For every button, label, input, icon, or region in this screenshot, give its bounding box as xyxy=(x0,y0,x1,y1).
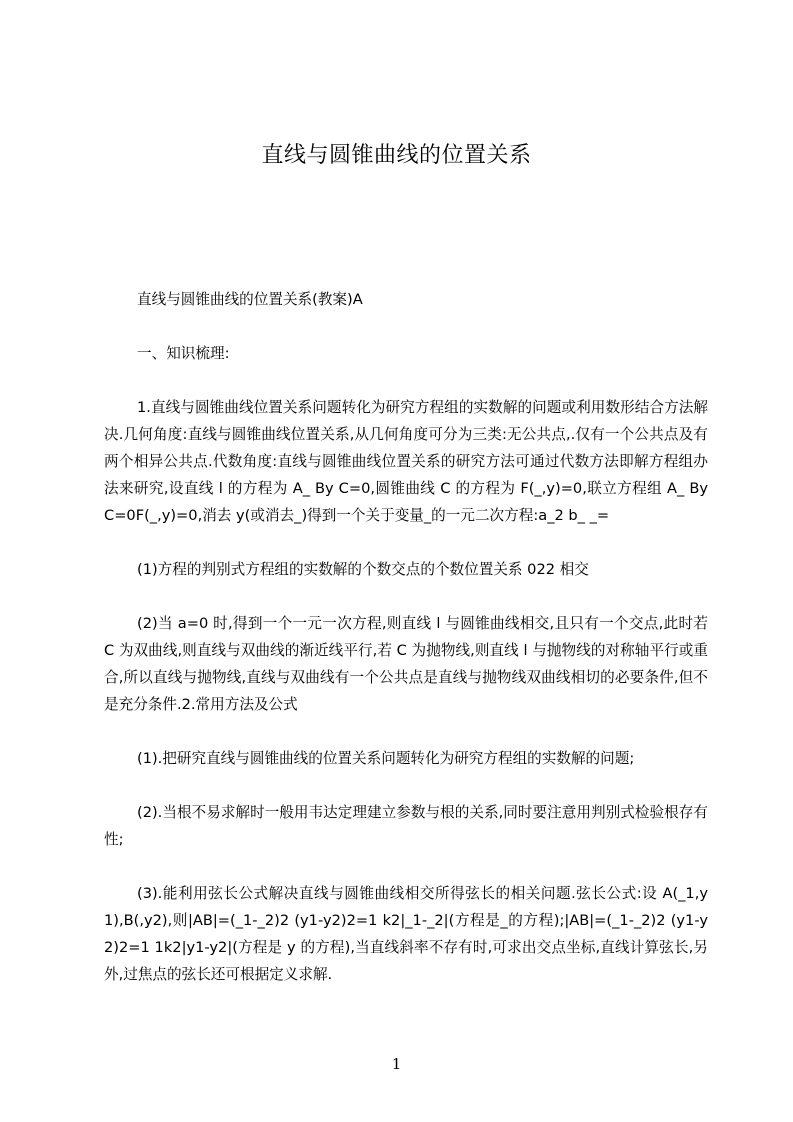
paragraph-item-1: 1.直线与圆锥曲线位置关系问题转化为研究方程组的实数解的问题或利用数形结合方法解决.几何角度:直线与圆锥曲线位置关系,从几何角度可分为三类:无公共点,.仅有一个公共点及有两个相异公共点.代数角度:直线与圆锥曲线位置关系的研究方法可通过代数方法即解方程组办法来研究,设直线 l 的方程为 A_ By C=0,圆锥曲线 C 的方程为 F(_,y)=0,联立方程组 A_ By C=0F(_,y)=0,消去 y(或消去_)得到一个关于变量_的一元二次方程:a_2 b_ _= xyxy=(104,399,708,524)
paragraph-method-2: (2).当根不易求解时一般用韦达定理建立参数与根的关系,同时要注意用判别式检验根存有性; xyxy=(104,804,708,848)
paragraph-method-3: (3).能利用弦长公式解决直线与圆锥曲线相交所得弦长的相关问题.弦长公式:设 A(_1,y1),B(,y2),则|AB|=(_1-_2)2 (y1-y2)2=1 k2|_1-_2|(方程是_的方程);|AB|=(_1-_2)2 (y1-y2)2=1 1k2|y1-y2|(方程是 y 的方程),当直线斜率不存有时,可求出交点坐标,直线计算弦长,另外,过焦点的弦长还可根据定义求解. xyxy=(104,885,708,983)
paragraph-subtitle: 直线与圆锥曲线的位置关系(教案)A xyxy=(137,291,363,308)
paragraph-item-1-sub-1: (1)方程的判别式方程组的实数解的个数交点的个数位置关系 022 相交 xyxy=(137,561,589,578)
paragraph-section-heading: 一、知识梳理: xyxy=(137,345,230,362)
page-number: 1 xyxy=(391,1055,402,1073)
paragraph-item-1-sub-2: (2)当 a=0 时,得到一个一元一次方程,则直线 l 与圆锥曲线相交,且只有一个交点,此时若 C 为双曲线,则直线与双曲线的渐近线平行,若 C 为抛物线,则直线 l 与抛物线的对称轴平行或重合,所以直线与抛物线,直线与双曲线有一个公共点是直线与抛物线双曲线相切的必要条件,但不是充分条件.2.常用方法及公式 xyxy=(104,615,708,713)
paragraph-method-1: (1).把研究直线与圆锥曲线的位置关系问题转化为研究方程组的实数解的问题; xyxy=(137,750,635,767)
document-title: 直线与圆锥曲线的位置关系 xyxy=(261,143,532,168)
document-body xyxy=(104,286,708,1015)
